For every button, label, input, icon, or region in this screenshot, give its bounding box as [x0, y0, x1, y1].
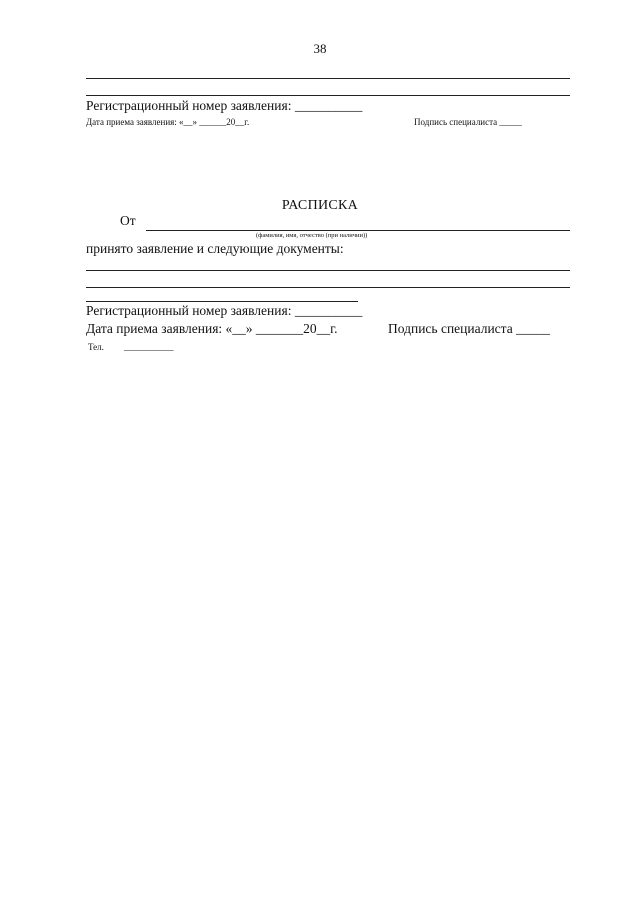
receipt-title: РАСПИСКА [281, 198, 359, 213]
documents-line-1 [86, 270, 570, 271]
blank-line-1 [86, 78, 570, 79]
documents-line-3 [86, 301, 358, 302]
reg-number-label-receipt: Регистрационный номер заявления: __________ [86, 303, 363, 318]
documents-line-2 [86, 287, 570, 288]
accepted-text: принято заявление и следующие документы: [86, 241, 344, 256]
phone-blank: ___________ [124, 342, 174, 352]
from-hint: (фамилия, имя, отчество (при наличии)) [256, 232, 368, 239]
phone-label: Тел. [88, 342, 104, 352]
date-label-receipt: Дата приема заявления: «__» _______20__г. [86, 321, 338, 336]
from-blank-line [146, 230, 570, 231]
page-number: 38 [313, 41, 327, 56]
from-label: От [120, 213, 136, 228]
date-label-top: Дата приема заявления: «__» ______20__г. [86, 117, 250, 127]
signature-label-top: Подпись специалиста _____ [414, 117, 522, 127]
blank-line-2 [86, 95, 570, 96]
reg-number-label-top: Регистрационный номер заявления: __________ [86, 98, 363, 113]
signature-label-receipt: Подпись специалиста _____ [388, 321, 550, 336]
